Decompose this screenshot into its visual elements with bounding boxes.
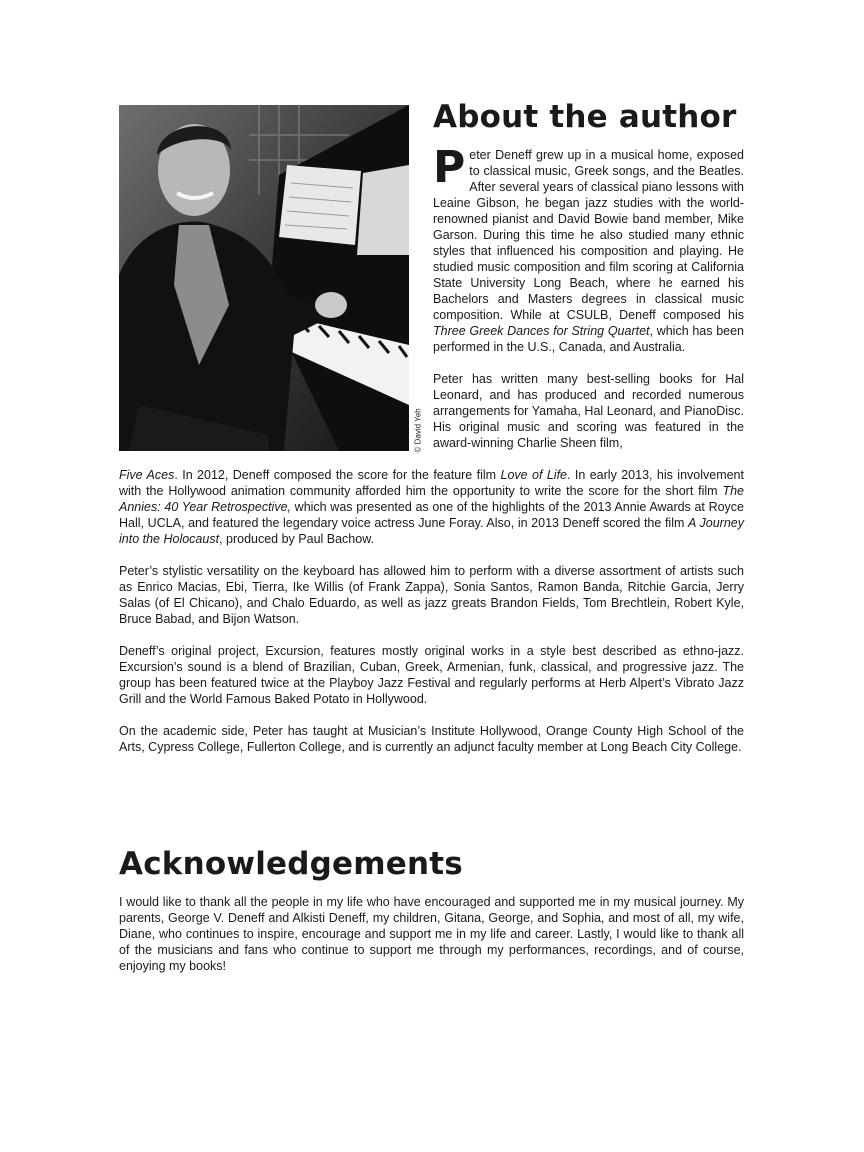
photo-credit-text: © David Yeh — [413, 408, 423, 453]
bio-paragraph-4: Deneff’s original project, Excursion, features mostly original works in a style best described as ethno-jazz. Excursion’s sound is a blend of Brazilian, Cuban, Greek, Armenian, funk, classical, and progressive jazz. The group has been featured twice at the Playboy Jazz Festival and regularly performs at Herb Alpert’s Vibrato Jazz Grill and the World Famous Baked Potato in Hollywood. — [119, 644, 744, 706]
photo-credit — [412, 400, 423, 453]
acknowledgements-body — [119, 894, 744, 974]
bio-p2-text-c: which was presented as one of the highlights of the 2013 Annie Awards at Royce Hall, UCLA, and featured the legendary voice actress June Foray. Also, in 2013 Deneff scored the film — [119, 500, 745, 530]
bio-paragraph-1 — [433, 142, 745, 355]
bio-p2-text-a: . In 2012, Deneff composed the score for the feature film — [174, 468, 501, 482]
bio-p2-text-d: , produced by Paul Bachow. — [219, 532, 375, 546]
bio-p1-text-b: , which has been performed in the U.S., Canada, and Australia. — [433, 324, 745, 354]
bio-column-narrow — [433, 142, 745, 451]
bio-p1-text-a: eter Deneff grew up in a musical home, exposed to classical music, Greek songs, and the Beatles. After several years of classical piano lessons with Leaine Gibson, he began jazz studies with the world-renowned pianist and David Bowie band member, Mike Garson. During this time he also studied many ethnic styles that influenced his composition and playing. He studied music composition and film scoring at California State University Long Beach, where he earned his Bachelors and Masters degrees in classical music composition. While at CSULB, Deneff composed his — [433, 148, 744, 322]
bio-p2-film-five-aces: Five Aces — [119, 468, 175, 482]
bio-p2-text-b: . In early 2013, his involvement with the Hollywood animation community afforded him the opportunity to write the score for the short film — [119, 468, 744, 498]
drop-cap: P — [433, 142, 466, 193]
bio-paragraph-2-continued — [119, 467, 744, 547]
bio-paragraph-5: On the academic side, Peter has taught at Musician’s Institute Hollywood, Orange County High School of the Arts, Cypress College, Fullerton College, and is currently an adjunct faculty member at Long Beach City College. — [119, 724, 744, 754]
about-author-heading: About the author — [433, 99, 737, 135]
bio-p1-title-string-quartet: Three Greek Dances for String Quartet — [433, 324, 650, 338]
bio-column-wide — [119, 467, 744, 771]
bio-p2-film-annies: The Annies: 40 Year Retrospective, — [119, 484, 744, 514]
paragraph-gap — [433, 355, 744, 371]
acknowledgements-paragraph: I would like to thank all the people in my life who have encouraged and supported me in my musical journey. My parents, George V. Deneff and Alkisti Deneff, my children, Gitana, George, and Sophia, and most of all, my wife, Diane, who continues to inspire, encourage and support me in my life and career. Lastly, I would like to thank all of the musicians and fans who continue to support me through my performances, recordings, and of course, enjoying my books! — [119, 895, 744, 973]
acknowledgements-heading: Acknowledgements — [119, 846, 463, 882]
bio-p2-film-holocaust: A Journey into the Holocaust — [119, 516, 744, 546]
bio-p2-film-love-of-life: Love of Life — [500, 468, 568, 482]
author-photo-illustration — [119, 105, 409, 451]
author-photo — [119, 105, 409, 451]
bio-paragraph-2-start: Peter has written many best-selling books for Hal Leonard, and has produced and recorded numerous arrangements for Yamaha, Hal Leonard, and PianoDisc. His original music and scoring was featured in the award-winning Charlie Sheen film, — [433, 372, 744, 450]
bio-paragraph-3: Peter’s stylistic versatility on the keyboard has allowed him to perform with a diverse assortment of artists such as Enrico Macias, Ebi, Tierra, Ike Willis (of Frank Zappa), Sonia Santos, Ramon Banda, Ritchie Garcia, Jerry Salas (of El Chicano), and Chalo Eduardo, as well as jazz greats Brandon Fields, Tom Brechtlein, Robert Kyle, Bruce Babad, and Bijon Watson. — [119, 564, 744, 626]
